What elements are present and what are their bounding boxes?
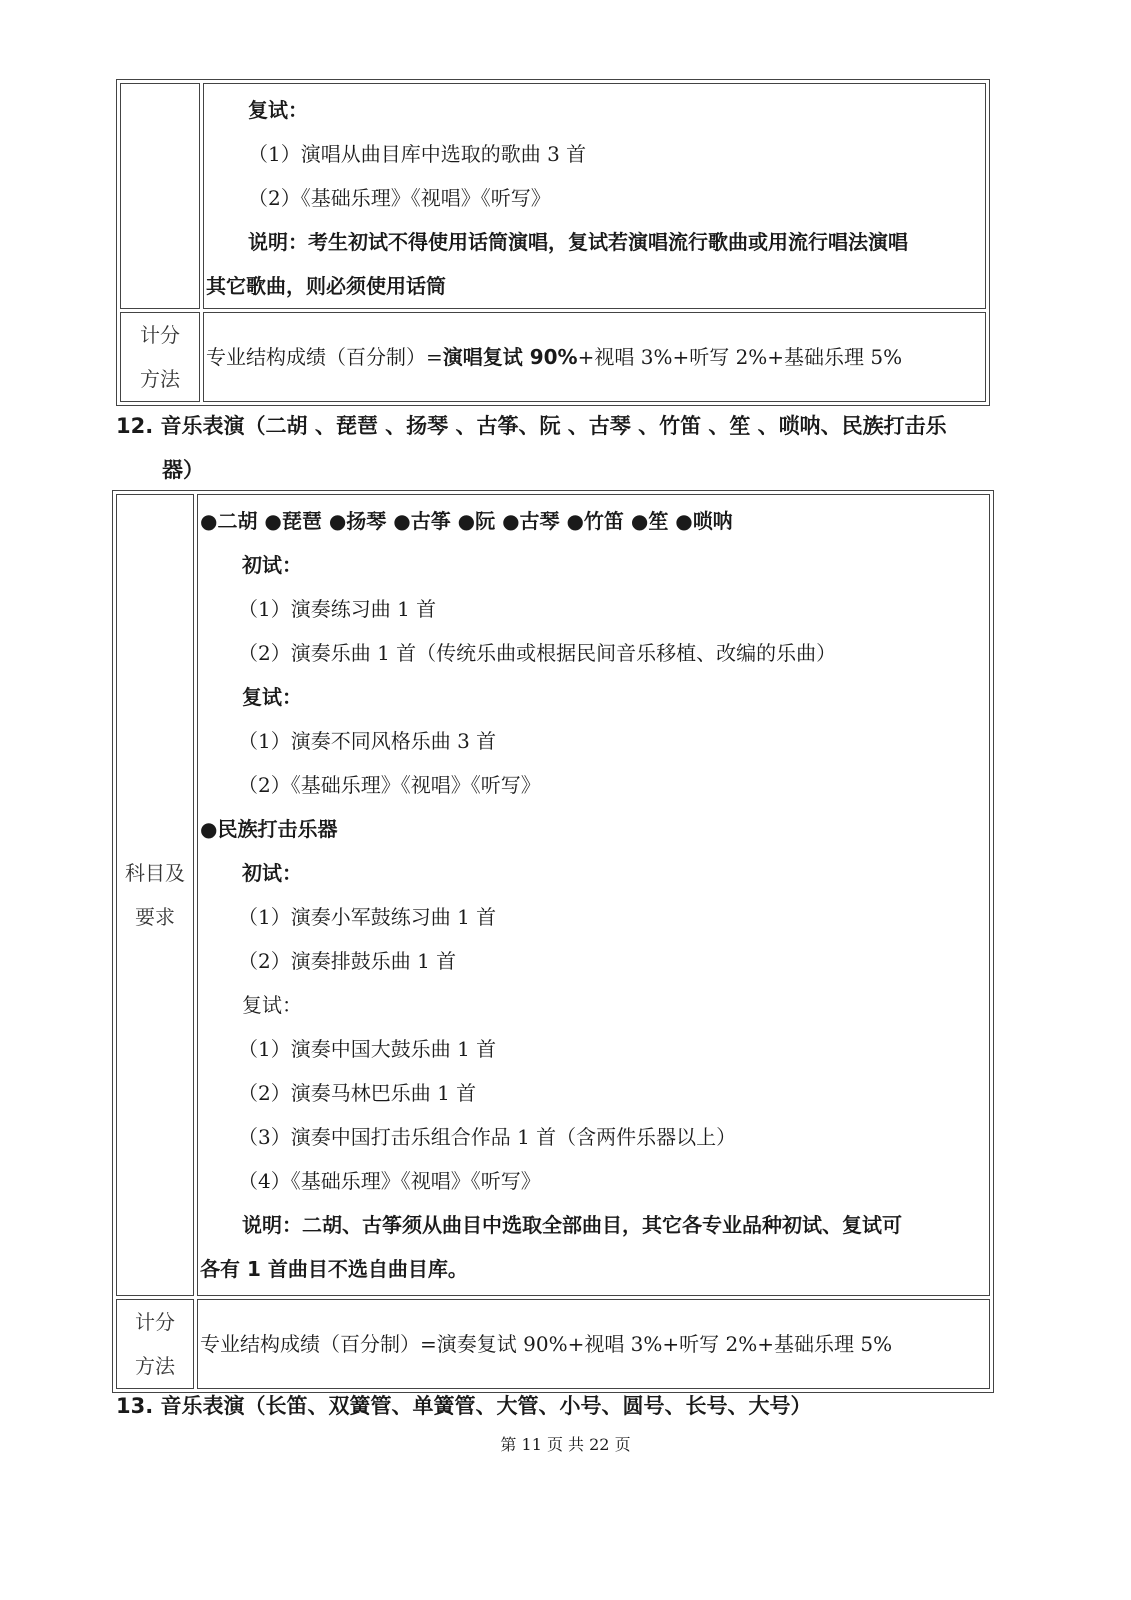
- page-number-footer: 第 11 页 共 22 页: [500, 1435, 631, 1454]
- scoring-label: 计分: [140, 323, 180, 347]
- scoring-content-cell: [197, 1299, 990, 1389]
- scoring-content-cell: [203, 312, 986, 402]
- scoring-text: 专业结构成绩（百分制）=演奏复试 90%+视唱 3%+听写 2%+基础乐理 5%: [200, 1332, 893, 1356]
- note-text: 说明：二胡、古筝须从曲目中选取全部曲目，其它各专业品种初试、复试可: [242, 1213, 902, 1237]
- scoring-label: 计分: [135, 1310, 175, 1334]
- prelim-label: 初试：: [242, 861, 302, 885]
- prelim-item: （1）演奏练习曲 1 首: [238, 597, 437, 621]
- subject-content-cell: [197, 494, 990, 1296]
- subject-content-cell: [203, 83, 986, 309]
- subject-label-cell: [116, 494, 194, 1296]
- table-row: [116, 494, 990, 1296]
- retest-item: （3）演奏中国打击乐组合作品 1 首（含两件乐器以上）: [238, 1125, 737, 1149]
- instruments-list: ●二胡 ●琵琶 ●扬琴 ●古筝 ●阮 ●古琴 ●竹笛 ●笙 ●唢呐: [200, 509, 733, 533]
- scoring-text-part: +视唱 3%+听写 2%+基础乐理 5%: [577, 345, 903, 369]
- requirements-table-instruments: [112, 490, 994, 1393]
- subject-label: 科目及: [125, 861, 185, 885]
- scoring-text-bold: 演唱复试 90%: [442, 345, 578, 369]
- scoring-label-cell: [116, 1299, 194, 1389]
- retest-item: （1）演奏不同风格乐曲 3 首: [238, 729, 497, 753]
- table-row: [120, 83, 986, 309]
- scoring-text: [204, 335, 985, 379]
- scoring-text-part: 专业结构成绩（百分制）=: [206, 345, 443, 369]
- note-text: 其它歌曲，则必须使用话筒: [206, 274, 446, 298]
- subject-label-cell: [120, 83, 200, 309]
- retest-label: 复试：: [242, 993, 302, 1017]
- retest-item: （4）《基础乐理》《视唱》《听写》: [238, 1169, 541, 1193]
- prelim-label: 初试：: [242, 553, 302, 577]
- retest-item: （1）演奏中国大鼓乐曲 1 首: [238, 1037, 497, 1061]
- retest-item: （2）《基础乐理》《视唱》《听写》: [248, 186, 551, 210]
- retest-item: （1）演唱从曲目库中选取的歌曲 3 首: [248, 142, 587, 166]
- retest-label: 复试：: [242, 685, 302, 709]
- note-text: 说明：考生初试不得使用话筒演唱，复试若演唱流行歌曲或用流行唱法演唱: [248, 230, 908, 254]
- prelim-item: （1）演奏小军鼓练习曲 1 首: [238, 905, 497, 929]
- retest-item: （2）演奏马林巴乐曲 1 首: [238, 1081, 477, 1105]
- note-text: 各有 1 首曲目不选自曲目库。: [200, 1257, 468, 1281]
- prelim-item: （2）演奏排鼓乐曲 1 首: [238, 949, 457, 973]
- table-row: [116, 1299, 990, 1389]
- scoring-label-cell: [120, 312, 200, 402]
- retest-item: （2）《基础乐理》《视唱》《听写》: [238, 773, 541, 797]
- retest-label: 复试：: [248, 98, 308, 122]
- requirements-table-vocal: [116, 79, 990, 406]
- percussion-heading: ●民族打击乐器: [200, 817, 338, 841]
- section-heading-13: 13. 音乐表演（长笛、双簧管、单簧管、大管、小号、圆号、长号、大号）: [116, 1394, 812, 1418]
- subject-label: 要求: [135, 905, 175, 929]
- section-heading-12-cont: 器）: [162, 458, 204, 482]
- table-row: [120, 312, 986, 402]
- prelim-item: （2）演奏乐曲 1 首（传统乐曲或根据民间音乐移植、改编的乐曲）: [238, 641, 837, 665]
- scoring-label: 方法: [135, 1354, 175, 1378]
- scoring-label: 方法: [140, 367, 180, 391]
- section-heading-12: 12. 音乐表演（二胡 、琵琶 、扬琴 、古筝、阮 、古琴 、竹笛 、笙 、唢呐、民族打击乐: [116, 414, 947, 438]
